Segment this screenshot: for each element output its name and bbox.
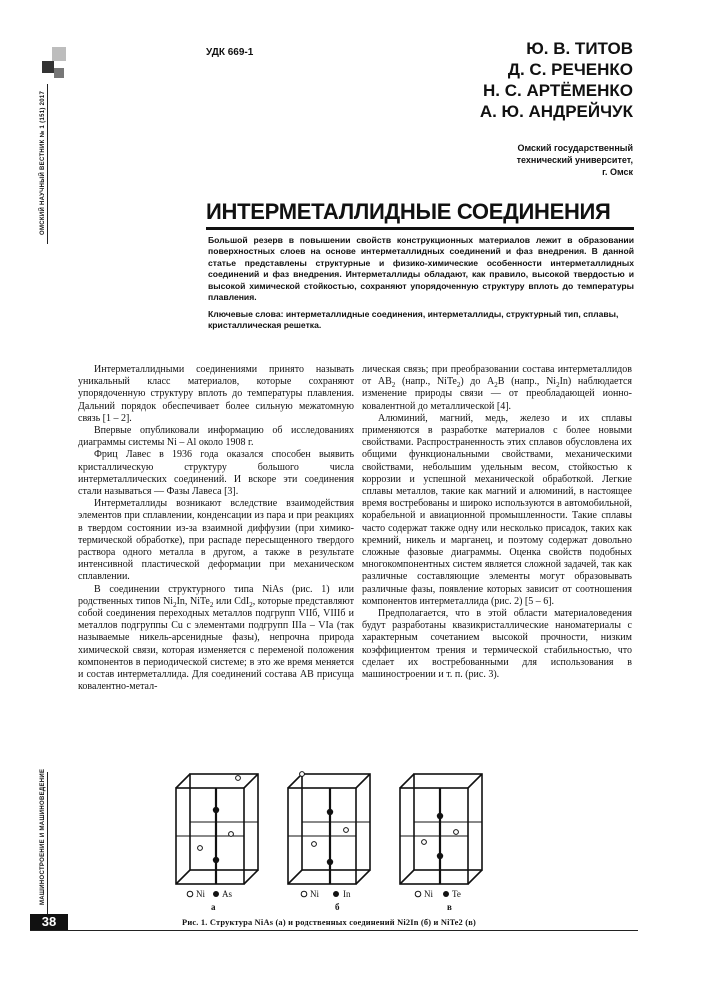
margin-rule-top	[47, 84, 48, 244]
legend-filled-label: Te	[452, 889, 461, 899]
affiliation-line: Омский государственный	[517, 143, 633, 153]
structure-panel-a	[176, 774, 258, 884]
subscript: 2	[456, 381, 461, 390]
paragraph: Фриц Лавес в 1936 года оказался способен выявить кристаллическую структуру большого числа интерметаллических соединений. И вскоре эти соединения стали называться — Фазы Лавеса [3].	[78, 449, 354, 498]
text-run: ) до A	[460, 376, 495, 388]
udk-code: УДК 669-1	[206, 47, 254, 58]
journal-header: ОМСКИЙ НАУЧНЫЙ ВЕСТНИК № 1 (151) 2017	[40, 90, 46, 235]
subscript: 2	[173, 600, 177, 609]
text-run: In, NiTe	[176, 595, 210, 607]
text-run: (напр., NiTe	[395, 376, 457, 388]
subscript: 2	[391, 381, 396, 390]
text-run: , которые представляют собой соединения переходных металлов подгрупп VIIб, VIIIб и металлов подгруппы Cu с элементами подгрупп IIIa – VIa (так называемые никель-арсенидные фазы), непрочна природа химической связи, которая изменяется с переменой положения компонентов в периодической системе; в это же время меняется и состав интерметаллида. Для соединений состава АВ присуща ковалентно-метал-	[78, 595, 354, 693]
panel-letter-b: б	[335, 902, 340, 912]
legend-open-label: Ni	[310, 889, 319, 899]
abstract: Большой резерв в повышении свойств конструкционных материалов лежит в образовании поверхностных слоев на основе интерметаллидных соединений и фаз внедрения. В данной статье представлены структурные и физико-химические особенности интерметаллидных соединений и фаз внедрения. Интерметаллиды обладают, как правило, высокой твердостью и высокой химической стойкостью, сохраняют упорядоченную структуру вплоть до температуры плавления.	[208, 235, 634, 303]
paragraph: Впервые опубликовали информацию об исследованиях диаграммы системы Ni – Al около 1908 г.	[78, 425, 354, 449]
legend-open-label: Ni	[424, 889, 433, 899]
paragraph: Алюминий, магний, медь, железо и их сплавы применяются в разработке материалов с более новыми свойствами. Распространенность этих сплавов обусловлена их общими функциональными свойствами, механическими свойствами, небольшим удельным весом, стойкостью к коррозии и успешной механической обработкой. Легкие сплавы металлов, такие как магний и алюминий, в настоящее время востребованы и широко используются в автомобильной, корабельной и авиационной промышленности. Такие сплавы часто содержат также одну или несколько присадок, таких как кремний, никель и марганец, и поэтому содержат довольно сложные фазовые диаграммы. Оценка свойств подобных многокомпонентных систем является сложной задачей, так как различные составляющие элементы могут образовывать различные фазы, появление которых зависит от соотношения компонентов интерметаллида (рис. 2) [5 – 6].	[362, 412, 632, 607]
legend-panel-a	[187, 889, 232, 899]
subscript: 2	[249, 600, 253, 609]
author-list	[480, 38, 633, 122]
paragraph	[78, 584, 354, 694]
text-run: B (напр., Ni	[497, 376, 557, 388]
legend-filled-label: In	[343, 889, 351, 899]
legend-panel-c	[415, 889, 461, 899]
legend-panel-b	[301, 889, 351, 899]
paragraph: Интерметаллидными соединениями принято называть уникальный класс материалов, которые сохраняют упорядоченную структуру вплоть до температуры плавления. Дальний порядок обеспечивает более сильную межатомную связь [1 – 2].	[78, 364, 354, 424]
author-name: А. Ю. АНДРЕЙЧУК	[479, 102, 633, 121]
affiliation	[517, 142, 633, 178]
footer-rule	[30, 930, 638, 931]
title-rule	[206, 227, 634, 230]
keywords: Ключевые слова: интерметаллидные соединения, интерметаллиды, структурный тип, сплавы, кристаллическая решетка.	[208, 309, 619, 331]
text-run: лическая связь; при преобразовании состава интерметаллидов от AB	[362, 364, 632, 388]
body-column-left	[78, 364, 354, 693]
corner-square-mid	[54, 68, 64, 78]
text-run: или CdI	[213, 595, 250, 607]
paragraph: Предполагается, что в этой области материаловедения будут разработаны квазикристаллические наноматериалы с характерным сочетанием высокой прочности, низким коэффициентом трения и термической стабильностью, что сделает их востребованными для использования в машиностроении и т. п. (рис. 3).	[362, 608, 632, 681]
panel-letter-c: в	[447, 902, 452, 912]
body-column-right	[362, 364, 632, 681]
author-name: Н. С. АРТЁМЕНКО	[483, 81, 633, 100]
text-run: В соединении структурного типа NiAs (рис. 1) или родственных типов Ni	[78, 583, 354, 607]
legend-open-label: Ni	[196, 889, 205, 899]
article-title: ИНТЕРМЕТАЛЛИДНЫЕ СОЕДИНЕНИЯ	[206, 199, 611, 224]
paragraph: Интерметаллиды возникают вследствие взаимодействия элементов при сплавлении, конденсации из пара и при реакциях в твердом состоянии из-за взаимной диффузии (при химико-термической обработке), при распаде пересыщенного твердого раствора одного металла в другом, а также в результате интенсивной пластической деформации при механическом сплавлении.	[78, 498, 354, 583]
affiliation-line: г. Омск	[602, 167, 633, 177]
subscript: 2	[494, 381, 498, 390]
corner-square-light	[52, 47, 66, 61]
author-name: Д. С. РЕЧЕНКО	[507, 60, 633, 79]
affiliation-line: технический университет,	[516, 155, 633, 165]
subscript: 2	[556, 381, 560, 390]
panel-letter-a: а	[211, 902, 216, 912]
page-number: 38	[30, 914, 68, 930]
subscript: 2	[209, 600, 214, 609]
margin-rule-bottom	[47, 772, 48, 917]
structure-panel-c	[400, 774, 482, 884]
legend-filled-label: As	[222, 889, 233, 899]
journal-section: МАШИНОСТРОЕНИЕ И МАШИНОВЕДЕНИЕ	[40, 768, 46, 905]
figure-crystal-structures	[168, 752, 498, 902]
structure-panel-b	[288, 772, 370, 884]
corner-square-dark	[42, 61, 54, 73]
text-run: In) наблюдается изменение природы связи — от преобладающей ионно-ковалентной до металлической [4].	[362, 376, 632, 412]
figure-caption: Рис. 1. Структура NiAs (а) и родственных соединений Ni2In (б) и NiTe2 (в)	[182, 918, 476, 927]
author-name: Ю. В. ТИТОВ	[526, 39, 633, 58]
paragraph	[362, 364, 632, 413]
